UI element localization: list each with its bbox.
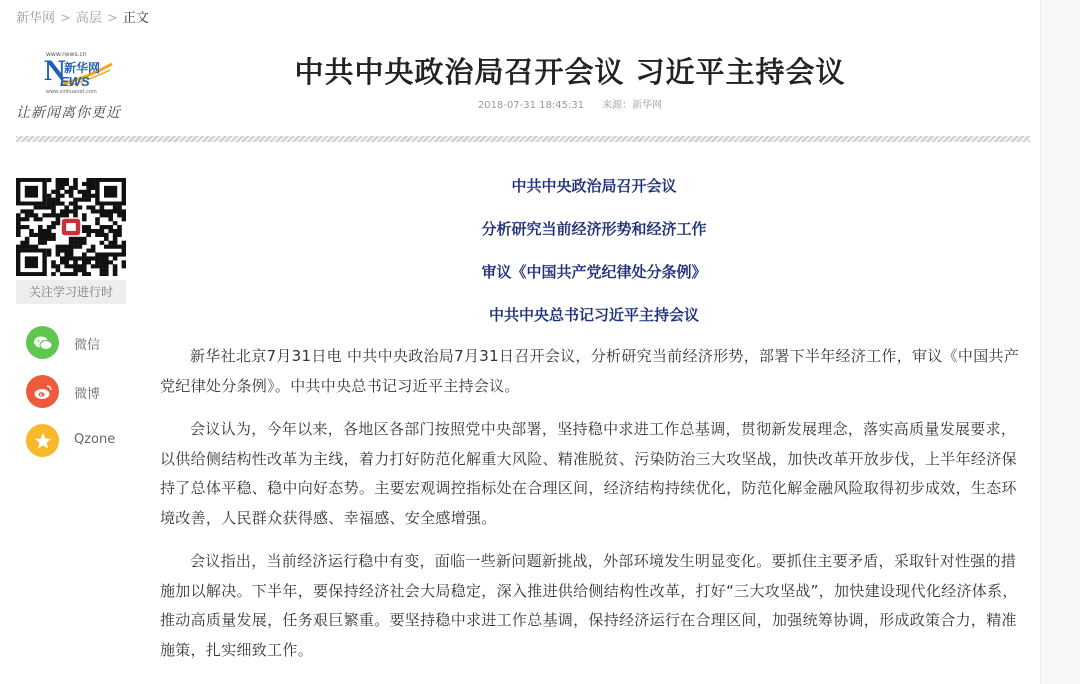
share-qzone-button[interactable] [26, 424, 146, 458]
article-paragraph: 新华社北京7月31日电 中共中央政治局7月31日召开会议，分析研究当前经济形势，部署下半年经济工作，审议《中国共产党纪律处分条例》。中共中央总书记习近平主持会议。 [160, 347, 1020, 395]
logo-slogan: 让新闻离你更近 [16, 105, 121, 121]
article-body [160, 175, 1028, 679]
logo-chinese-name: 新华网 [64, 61, 101, 75]
breadcrumb-separator: > [106, 11, 118, 26]
page-title: 中共中央政治局召开会议 习近平主持会议 [294, 55, 846, 89]
breadcrumb-separator: > [60, 11, 71, 26]
breadcrumb-current: 正文 [122, 11, 149, 26]
logo-ews-letters: EWS [60, 74, 90, 89]
breadcrumb [16, 7, 149, 26]
page-scroll-gutter [1040, 0, 1080, 684]
article-source: 来源：新华网 [602, 100, 663, 111]
article-paragraph: 会议指出，当前经济运行稳中有变，面临一些新问题新挑战，外部环境发生明显变化。要抓住主要矛盾，采取针对性强的措施加以解决。下半年，要保持经济社会大局稳定，深入推进供给侧结构性改革，打好“三大攻坚战”，加快建设现代化经济体系，推动高质量发展，任务艰巨繁重。要坚持稳中求进工作总基调，保持经济运行在合理区间，加强统筹协调，形成政策合力，精准施策，扎实细致工作。 [160, 552, 1018, 659]
article-subhead: 中共中央总书记习近平主持会议 [488, 306, 699, 324]
article-subhead: 分析研究当前经济形势和经济工作 [481, 220, 707, 238]
weibo-icon [26, 375, 59, 408]
breadcrumb-home-link[interactable]: 新华网 [16, 11, 56, 26]
article-subhead: 中共中央政治局召开会议 [511, 177, 677, 195]
share-weibo-button[interactable] [26, 375, 146, 409]
article-meta [140, 96, 1000, 111]
logo-n-letter: N [44, 54, 66, 87]
wechat-icon [26, 326, 59, 359]
share-wechat-button[interactable] [26, 326, 146, 360]
qr-caption: 关注学习进行时 [16, 280, 126, 304]
logo-sub-url: www.xinhuanet.com [46, 89, 97, 95]
share-qzone-label: Qzone [74, 432, 116, 447]
header-divider [16, 136, 1030, 142]
qzone-icon [26, 424, 59, 457]
logo-url: www.news.cn [46, 51, 87, 58]
article-paragraph: 会议认为，今年以来，各地区各部门按照党中央部署，坚持稳中求进工作总基调，贯彻新发展理念，落实高质量发展要求，以供给侧结构性改革为主线，着力打好防范化解重大风险、精准脱贫、污染防治三大攻坚战，加快改革开放步伐，上半年经济保持了总体平稳、稳中向好态势。主要宏观调控指标处在合理区间，经济结构持续优化，防范化解金融风险取得初步成效，生态环境改善，人民群众获得感、幸福感、安全感增强。 [160, 420, 1017, 527]
breadcrumb-section-link[interactable]: 高层 [75, 11, 102, 26]
site-logo[interactable] [14, 46, 134, 124]
publish-datetime: 2018-07-31 18:45:31 [477, 100, 585, 111]
share-wechat-label: 微信 [74, 338, 101, 353]
share-weibo-label: 微博 [74, 387, 101, 402]
article-subhead: 审议《中国共产党纪律处分条例》 [481, 263, 707, 281]
qr-code-icon [16, 178, 126, 276]
